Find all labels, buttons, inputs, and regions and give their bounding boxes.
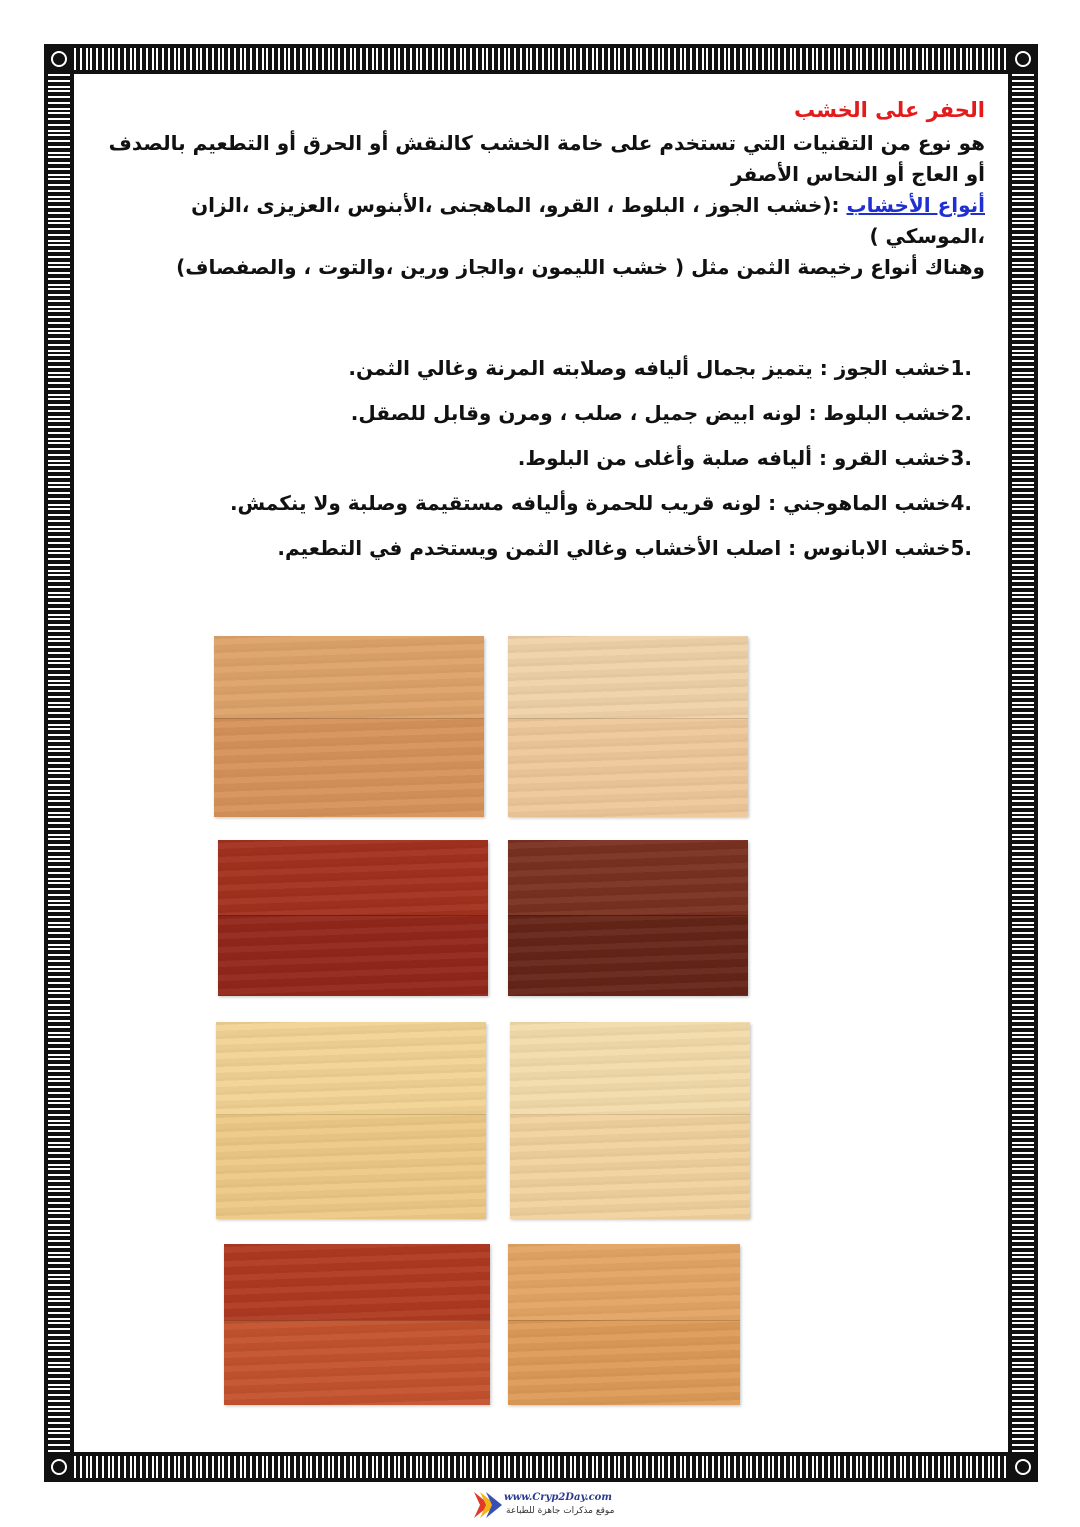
plank-top [216, 1022, 486, 1114]
border-right [1008, 44, 1038, 1482]
wood-swatch-cherry-red [224, 1244, 490, 1404]
logo-tagline: موقع مذكرات جاهزة للطباعة [506, 1506, 615, 1516]
list-item: .1خشب الجوز : يتميز بجمال أليافه وصلابته المرنة وغالي الثمن. [348, 356, 972, 380]
wood-swatch-cherry [508, 1244, 740, 1404]
wood-swatch-birch [510, 1022, 750, 1218]
logo-url: www.Cryp2Day.com [504, 1492, 612, 1503]
corner-ornament [1008, 44, 1038, 74]
plank-top [508, 636, 748, 718]
cheap-types-line: وهناك أنواع رخيصة الثمن مثل ( خشب الليمون ،والجاز ورين ،والتوت ، والصفصاف) [176, 255, 985, 279]
list-item: .5خشب الابانوس : اصلب الأخشاب وغالي الثمن ويستخدم في التطعيم. [277, 536, 972, 560]
border-top [44, 44, 1038, 74]
wood-swatch-walnut [508, 840, 748, 995]
corner-ornament [44, 44, 74, 74]
plank-bottom [214, 718, 484, 817]
plank-top [214, 636, 484, 718]
border-left [44, 44, 74, 1482]
document-body [95, 98, 985, 283]
plank-bottom [510, 1114, 750, 1219]
plank-bottom [508, 1320, 740, 1405]
plank-bottom [508, 915, 748, 996]
wood-swatch-pine [216, 1022, 486, 1218]
wood-swatch-oak [214, 636, 484, 816]
plank-top [224, 1244, 490, 1320]
plank-bottom [216, 1114, 486, 1219]
list-item: .3خشب القرو : أليافه صلبة وأغلى من البلوط. [517, 446, 972, 470]
wood-types-link[interactable]: أنواع الأخشاب [846, 193, 985, 217]
plank-top [508, 1244, 740, 1320]
intro-paragraph: هو نوع من التقنيات التي تستخدم على خامة الخشب كالنقش أو الحرق أو التطعيم بالصدف أو العاج أو النحاس الأصفر [108, 131, 985, 186]
wood-description-list [100, 350, 972, 575]
plank-top [510, 1022, 750, 1114]
plank-top [218, 840, 488, 915]
list-item: .2خشب البلوط : لونه ابيض جميل ، صلب ، ومرن وقابل للصقل. [350, 401, 972, 425]
plank-top [508, 840, 748, 915]
list-item: .4خشب الماهوجني : لونه قريب للحمرة وأليافه مستقيمة وصلبة ولا ينكمش. [229, 491, 972, 515]
corner-ornament [1008, 1452, 1038, 1482]
site-logo[interactable] [470, 1488, 620, 1522]
wood-types-list: :(خشب الجوز ، البلوط ، القرو، الماهجنى ،الأبنوس ،العزيزى ،الزان ،الموسكي ) [191, 193, 985, 248]
plank-bottom [508, 718, 748, 817]
plank-bottom [224, 1320, 490, 1405]
corner-ornament [44, 1452, 74, 1482]
wood-swatch-maple [508, 636, 748, 816]
wood-swatch-mahogany [218, 840, 488, 995]
plank-bottom [218, 915, 488, 996]
page-title: الحفر على الخشب [794, 98, 985, 122]
border-bottom [44, 1452, 1038, 1482]
wood-types-line [95, 190, 985, 252]
logo-chevron-icon [470, 1490, 504, 1520]
